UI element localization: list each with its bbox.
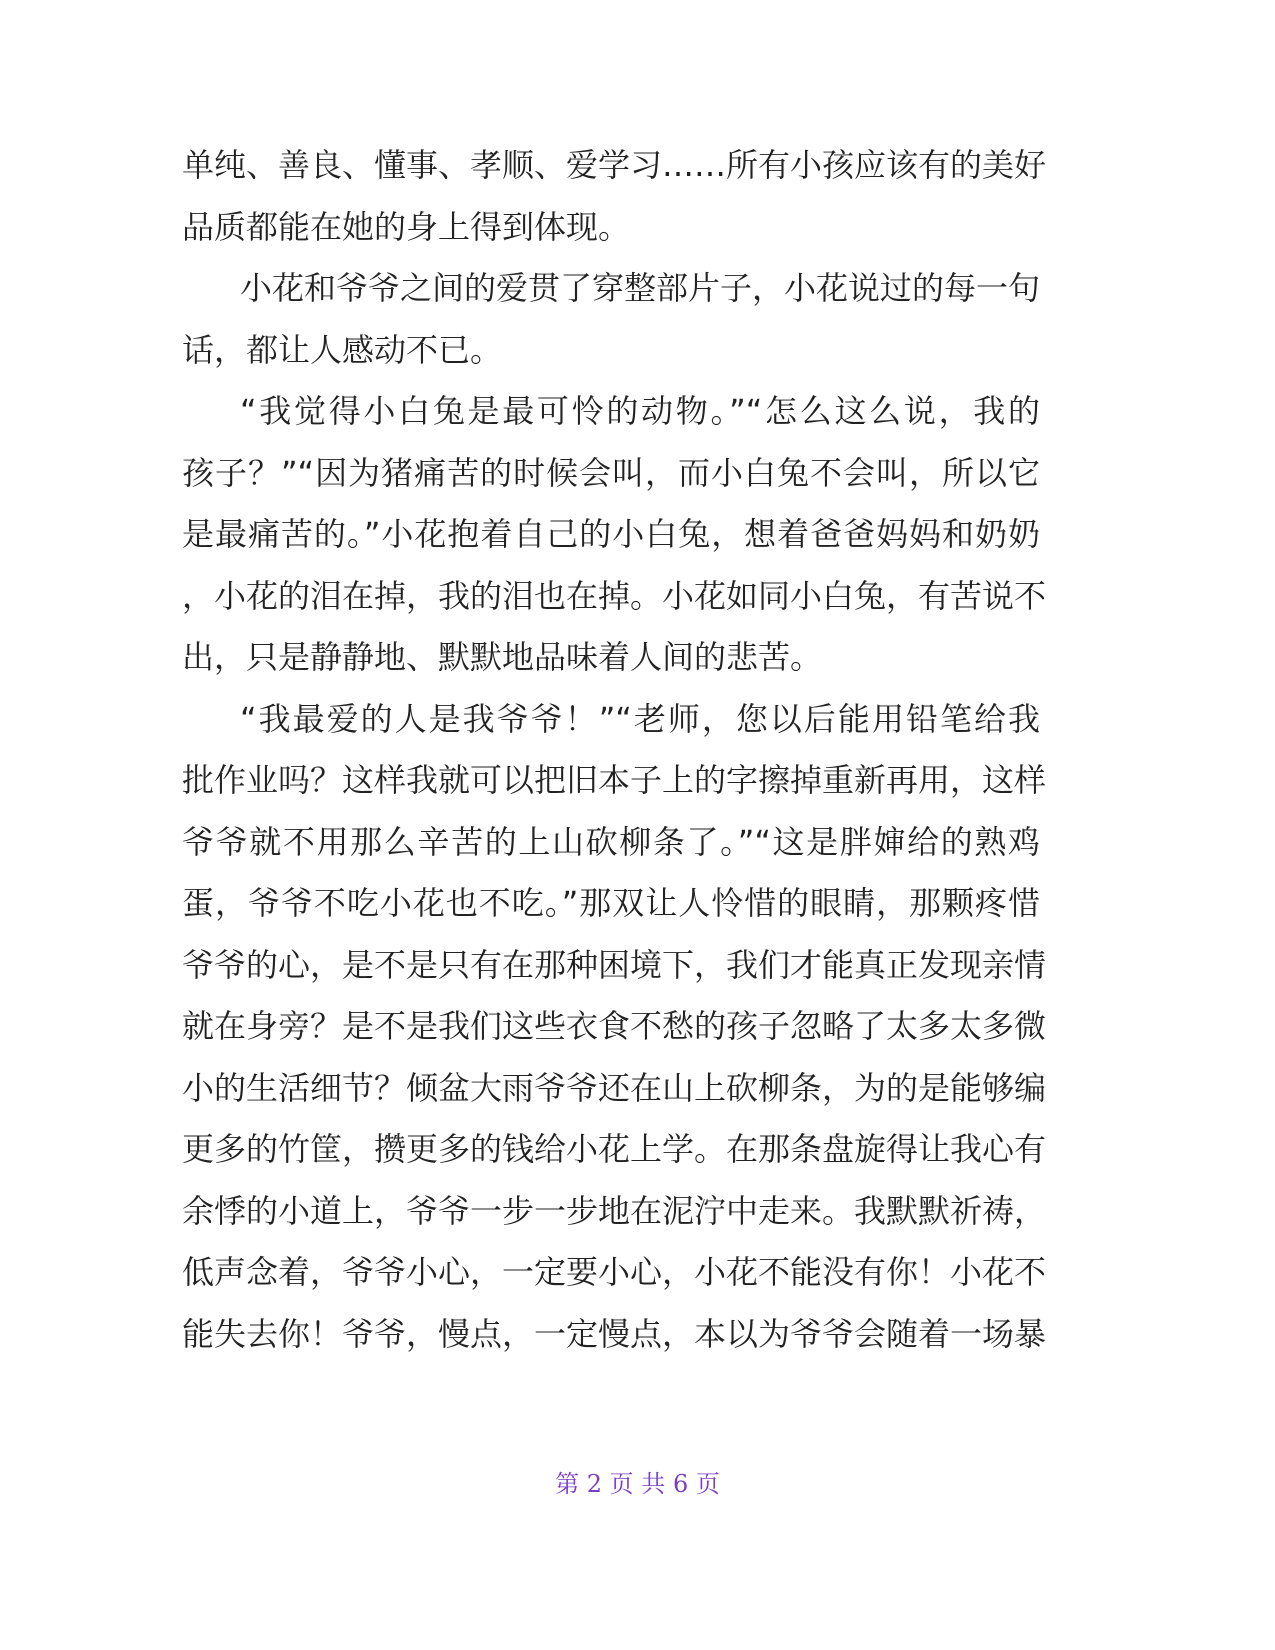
text-line: 能失去你！爷爷，慢点，一定慢点，本以为爷爷会随着一场暴 <box>182 1314 1047 1353</box>
text-line: 爷爷的心，是不是只有在那种困境下，我们才能真正发现亲情 <box>182 945 1047 984</box>
page-footer <box>0 1464 1275 1499</box>
text-line: “我觉得小白兔是最可怜的动物。”“怎么这么说，我的 <box>240 392 1040 430</box>
paragraph <box>182 381 1047 689</box>
text-line: “我最爱的人是我爷爷！”“老师，您以后能用铅笔给我 <box>240 699 1040 738</box>
text-line: 出，只是静静地、默默地品味着人间的悲苦。 <box>182 638 823 676</box>
text-line: 小的生活细节？倾盆大雨爷爷还在山上砍柳条，为的是能够编 <box>182 1068 1047 1107</box>
text-line: 爷爷就不用那么辛苦的上山砍柳条了。”“这是胖婶给的熟鸡 <box>182 822 1040 861</box>
text-line: 余悸的小道上，爷爷一步一步地在泥泞中走来。我默默祈祷， <box>182 1191 1047 1230</box>
text-line: ，小花的泪在掉，我的泪也在掉。小花如同小白兔，有苦说不 <box>182 576 1047 615</box>
text-line: 是最痛苦的。”小花抱着自己的小白兔，想着爸爸妈妈和奶奶 <box>182 515 1040 553</box>
text-line: 孩子？”“因为猪痛苦的时候会叫，而小白兔不会叫，所以它 <box>182 453 1040 492</box>
text-line: 蛋，爷爷不吃小花也不吃。”那双让人怜惜的眼睛，那颗疼惜 <box>182 884 1040 922</box>
page-number: 第 2 页 共 6 页 <box>555 1470 720 1498</box>
text-line: 品质都能在她的身上得到体现。 <box>182 207 631 246</box>
text-line: 批作业吗？这样我就可以把旧本子上的字擦掉重新再用，这样 <box>182 761 1047 799</box>
paragraph <box>182 689 1047 1366</box>
body-text <box>182 135 1047 1365</box>
text-line: 更多的竹筐，攒更多的钱给小花上学。在那条盘旋得让我心有 <box>182 1130 1047 1168</box>
paragraph <box>182 258 1040 381</box>
text-line: 话，都让人感动不已。 <box>182 330 503 369</box>
text-line: 单纯、善良、懂事、孝顺、爱学习……所有小孩应该有的美好 <box>182 146 1047 184</box>
paragraph <box>182 135 1047 258</box>
text-line: 低声念着，爷爷小心，一定要小心，小花不能没有你！小花不 <box>182 1253 1047 1291</box>
text-line: 小花和爷爷之间的爱贯了穿整部片子，小花说过的每一句 <box>240 269 1041 307</box>
text-line: 就在身旁？是不是我们这些衣食不愁的孩子忽略了太多太多微 <box>182 1007 1047 1045</box>
